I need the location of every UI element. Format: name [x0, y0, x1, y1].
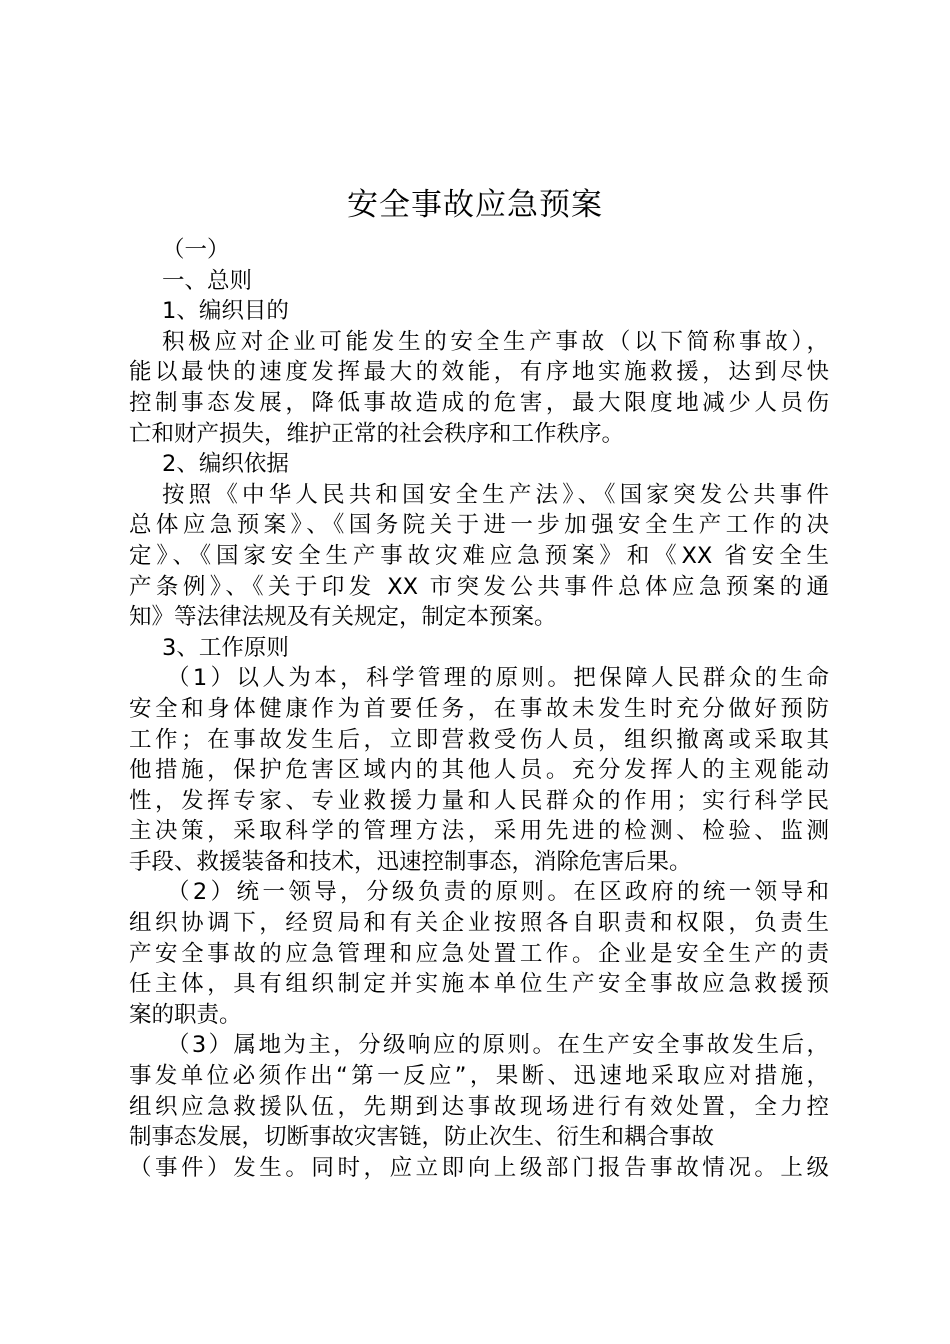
- paragraph-line: 性，发挥专家、专业救援力量和人民群众的作用；实行科学民: [129, 787, 829, 814]
- paragraph-line: 工作；在事故发生后，立即营救受伤人员，组织撤离或采取其: [129, 726, 829, 753]
- paragraph-line: 组织应急救援队伍，先期到达事故现场进行有效处置，全力控: [129, 1093, 829, 1120]
- paragraph-line: （事件）发生。同时，应立即向上级部门报告事故情况。上级: [129, 1154, 829, 1181]
- paragraph-line: 手段、救援装备和技术，迅速控制事态，消除危害后果。: [129, 848, 692, 875]
- paragraph-line: 他措施，保护危害区域内的其他人员。充分发挥人的主观能动: [129, 757, 829, 784]
- subheading-principles: 3、工作原则: [162, 634, 289, 661]
- paragraph-line: 安全和身体健康作为首要任务，在事故未发生时充分做好预防: [129, 695, 829, 722]
- section-number: （一）: [162, 237, 230, 263]
- paragraph-line: （3）属地为主，分级响应的原则。在生产安全事故发生后，: [167, 1032, 829, 1059]
- subheading-basis: 2、编织依据: [162, 451, 289, 478]
- subheading-purpose: 1、编织目的: [162, 298, 289, 325]
- paragraph-line: （1）以人为本，科学管理的原则。把保障人民群众的生命: [167, 665, 829, 692]
- paragraph-line: 能以最快的速度发挥最大的效能，有序地实施救援，达到尽快: [129, 359, 829, 386]
- heading-general: 一、总则: [162, 267, 253, 294]
- paragraph-line: 主决策，采取科学的管理方法，采用先进的检测、检验、监测: [129, 818, 829, 845]
- paragraph-line: 亡和财产损失，维护正常的社会秩序和工作秩序。: [129, 420, 625, 447]
- paragraph-line: 控制事态发展，降低事故造成的危害，最大限度地减少人员伤: [129, 389, 829, 416]
- paragraph-line: 任主体，具有组织制定并实施本单位生产安全事故应急救援预: [129, 971, 829, 998]
- paragraph-line: 知》等法律法规及有关规定，制定本预案。: [129, 604, 557, 631]
- paragraph-line: 按照《中华人民共和国安全生产法》、《国家突发公共事件: [162, 481, 829, 508]
- document-title: 安全事故应急预案: [347, 187, 603, 223]
- paragraph-line: （2）统一领导，分级负责的原则。在区政府的统一领导和: [167, 879, 829, 906]
- paragraph-line: 制事态发展，切断事故灾害链，防止次生、衍生和耦合事故: [129, 1124, 715, 1151]
- paragraph-line: 组织协调下，经贸局和有关企业按照各自职责和权限，负责生: [129, 910, 829, 937]
- paragraph-line: 案的职责。: [129, 1001, 242, 1028]
- paragraph-line: 事发单位必须作出“第一反应”，果断、迅速地采取应对措施，: [129, 1063, 829, 1090]
- paragraph-line: 定》、《国家安全生产事故灾难应急预案》和《XX 省安全生: [129, 542, 829, 569]
- document-body: [129, 235, 829, 1183]
- paragraph-line: 产条例》、《关于印发 XX 市突发公共事件总体应急预案的通: [129, 573, 829, 600]
- paragraph-line: 总体应急预案》、《国务院关于进一步加强安全生产工作的决: [129, 512, 829, 539]
- paragraph-line: 积极应对企业可能发生的安全生产事故（以下简称事故），: [162, 328, 829, 355]
- paragraph-line: 产安全事故的应急管理和应急处置工作。企业是安全生产的责: [129, 940, 829, 967]
